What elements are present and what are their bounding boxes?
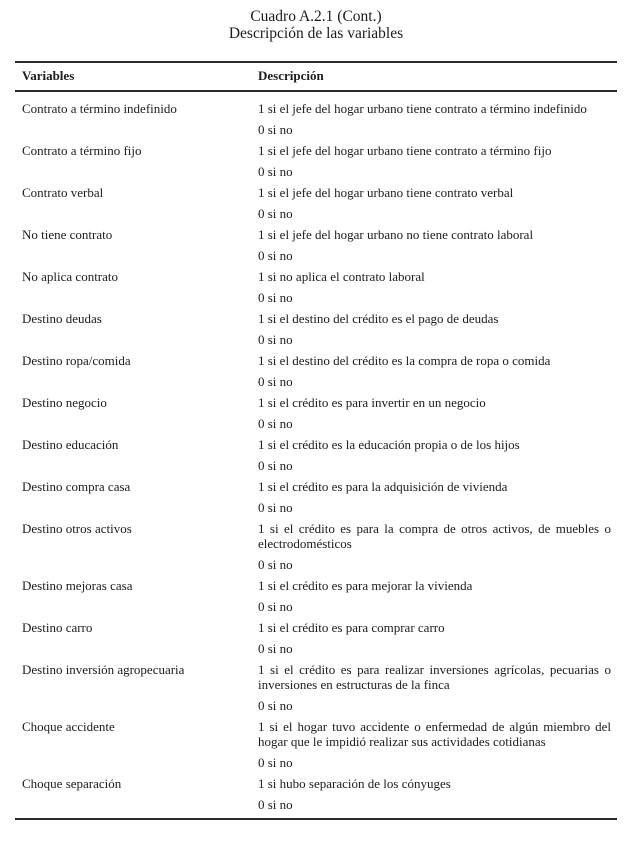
description-cell: [258, 776, 617, 818]
column-header-descripcion: Descripción: [258, 68, 324, 83]
description-cell: [258, 437, 617, 479]
description-text: 1 si el destino del crédito es el pago de deudas: [258, 311, 499, 326]
table-row: [15, 662, 617, 719]
table-row: [15, 311, 617, 353]
else-value-text: 0 si no: [258, 797, 293, 812]
description-text: 1 si hubo separación de los cónyuges: [258, 776, 451, 791]
variable-name: Destino inversión agropecuaria: [22, 662, 185, 677]
else-value-text: 0 si no: [258, 500, 293, 515]
table-row: [15, 620, 617, 662]
variable-name: Choque accidente: [22, 719, 115, 734]
table-row: [15, 353, 617, 395]
table-row: [15, 776, 617, 818]
table-row: [15, 479, 617, 521]
description-cell: [258, 662, 617, 719]
description-text: 1 si el jefe del hogar urbano tiene contrato a término fijo: [258, 143, 552, 158]
else-value-text: 0 si no: [258, 290, 293, 305]
else-value-text: 0 si no: [258, 698, 293, 713]
description-text: 1 si el crédito es para la compra de otros activos, de muebles o electrodomésticos: [258, 521, 611, 551]
description-text: 1 si el hogar tuvo accidente o enfermedad de algún miembro del hogar que le impidió realizar sus actividades cotidianas: [258, 719, 611, 749]
table-row: [15, 395, 617, 437]
description-cell: [258, 227, 617, 269]
else-value-text: 0 si no: [258, 416, 293, 431]
table-row: [15, 185, 617, 227]
variable-name: Destino ropa/comida: [22, 353, 131, 368]
table-body: [15, 92, 617, 820]
else-value-text: 0 si no: [258, 755, 293, 770]
table-row: [15, 437, 617, 479]
description-text: 1 si el crédito es para comprar carro: [258, 620, 445, 635]
else-value-text: 0 si no: [258, 458, 293, 473]
description-cell: [258, 620, 617, 662]
description-text: 1 si el crédito es para invertir en un negocio: [258, 395, 486, 410]
description-cell: [258, 479, 617, 521]
description-text: 1 si el crédito es para mejorar la vivienda: [258, 578, 473, 593]
variable-name: Destino negocio: [22, 395, 107, 410]
else-value-text: 0 si no: [258, 599, 293, 614]
table-row: [15, 521, 617, 578]
description-text: 1 si el jefe del hogar urbano tiene contrato a término indefinido: [258, 101, 587, 116]
description-cell: [258, 311, 617, 353]
table-row: [15, 227, 617, 269]
description-text: 1 si no aplica el contrato laboral: [258, 269, 425, 284]
else-value-text: 0 si no: [258, 248, 293, 263]
else-value-text: 0 si no: [258, 332, 293, 347]
description-text: 1 si el jefe del hogar urbano no tiene contrato laboral: [258, 227, 534, 242]
description-cell: [258, 101, 617, 143]
description-text: 1 si el destino del crédito es la compra de ropa o comida: [258, 353, 551, 368]
variable-name: Destino carro: [22, 620, 93, 635]
description-cell: [258, 353, 617, 395]
description-text: 1 si el crédito es la educación propia o de los hijos: [258, 437, 520, 452]
variable-name: No aplica contrato: [22, 269, 119, 284]
variable-name: Destino otros activos: [22, 521, 132, 536]
else-value-text: 0 si no: [258, 206, 293, 221]
description-cell: [258, 521, 617, 578]
description-text: 1 si el crédito es para la adquisición de vivienda: [258, 479, 508, 494]
else-value-text: 0 si no: [258, 557, 293, 572]
variable-name: No tiene contrato: [22, 227, 113, 242]
table-row: [15, 101, 617, 143]
variable-name: Destino mejoras casa: [22, 578, 133, 593]
table-row: [15, 719, 617, 776]
table-row: [15, 269, 617, 311]
table-caption-line2: Descripción de las variables: [228, 25, 404, 42]
else-value-text: 0 si no: [258, 374, 293, 389]
table-row: [15, 143, 617, 185]
variable-name: Contrato verbal: [22, 185, 104, 200]
description-text: 1 si el jefe del hogar urbano tiene contrato verbal: [258, 185, 514, 200]
variable-name: Contrato a término indefinido: [22, 101, 177, 116]
else-value-text: 0 si no: [258, 122, 293, 137]
variable-name: Destino compra casa: [22, 479, 131, 494]
table-row: [15, 578, 617, 620]
variables-table: [15, 61, 617, 820]
description-cell: [258, 269, 617, 311]
description-cell: [258, 143, 617, 185]
variable-name: Contrato a término fijo: [22, 143, 142, 158]
variable-name: Destino educación: [22, 437, 119, 452]
description-cell: [258, 719, 617, 776]
variable-name: Choque separación: [22, 776, 122, 791]
description-cell: [258, 185, 617, 227]
else-value-text: 0 si no: [258, 641, 293, 656]
else-value-text: 0 si no: [258, 164, 293, 179]
variable-name: Destino deudas: [22, 311, 102, 326]
table-header-row: [15, 63, 617, 92]
column-header-variables: Variables: [22, 68, 75, 83]
description-cell: [258, 578, 617, 620]
table-caption-line1: Cuadro A.2.1 (Cont.): [250, 8, 382, 25]
description-cell: [258, 395, 617, 437]
description-text: 1 si el crédito es para realizar inversiones agrícolas, pecuarias o inversiones en estructuras de la finca: [258, 662, 611, 692]
